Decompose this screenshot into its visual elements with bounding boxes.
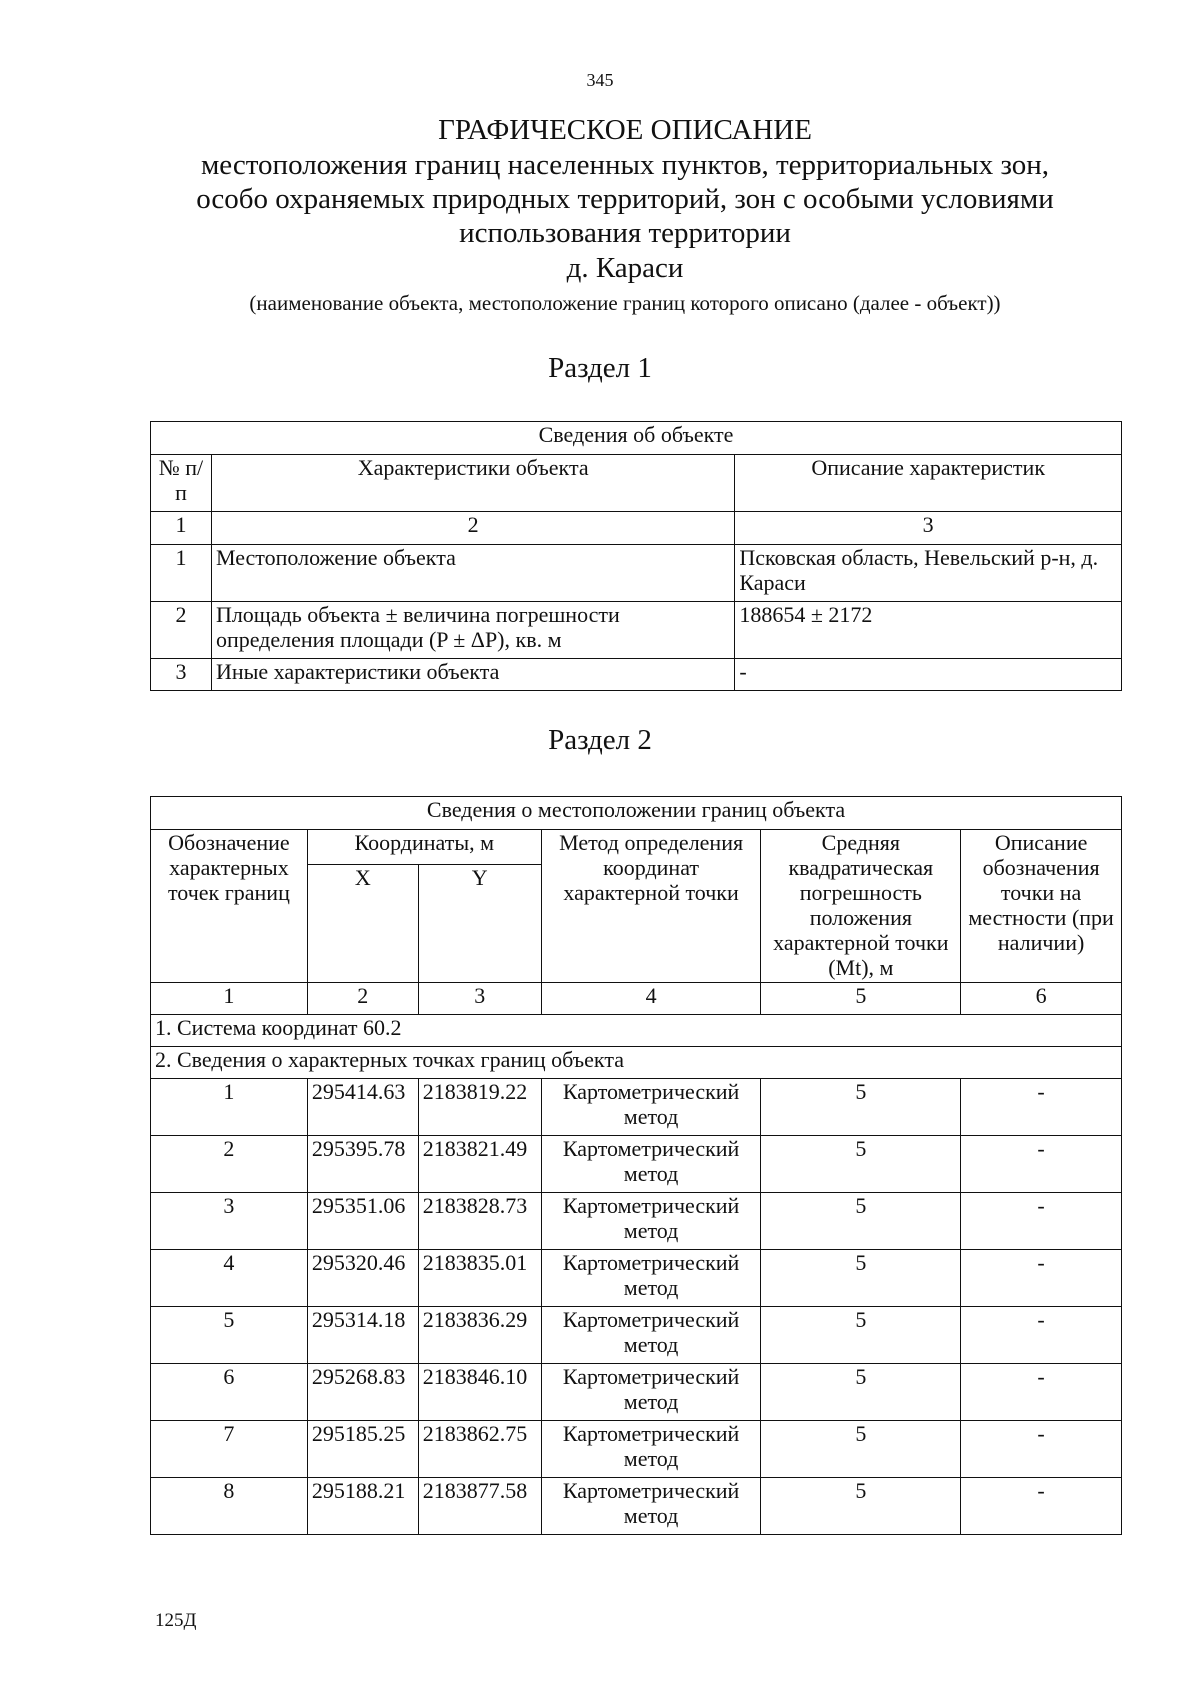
column-number: 2 (307, 983, 418, 1015)
document-subtitle-line: использования территории (459, 217, 791, 249)
method: Картометрический метод (541, 1421, 761, 1478)
point-id: 2 (151, 1136, 308, 1193)
point-id: 5 (151, 1307, 308, 1364)
point-id: 6 (151, 1364, 308, 1421)
point-description: - (961, 1364, 1122, 1421)
point-description: - (961, 1079, 1122, 1136)
point-description: - (961, 1307, 1122, 1364)
point-id: 7 (151, 1421, 308, 1478)
method: Картометрический метод (541, 1193, 761, 1250)
coord-y: 2183819.22 (418, 1079, 541, 1136)
document-title: ГРАФИЧЕСКОЕ ОПИСАНИЕ (438, 114, 812, 146)
point-id: 3 (151, 1193, 308, 1250)
row-description: 188654 ± 2172 (735, 602, 1122, 659)
row-description: Псковская область, Невельский р-н, д. Караси (735, 545, 1122, 602)
object-info-table (150, 421, 1122, 691)
table-row (151, 1307, 1122, 1364)
column-numbers-row (151, 983, 1122, 1015)
column-number: 6 (961, 983, 1122, 1015)
method: Картометрический метод (541, 1307, 761, 1364)
point-description: - (961, 1193, 1122, 1250)
table-row (151, 1478, 1122, 1535)
point-id: 8 (151, 1478, 308, 1535)
header-x: X (307, 865, 418, 983)
method: Картометрический метод (541, 1478, 761, 1535)
header-characteristic: Характеристики объекта (211, 455, 734, 512)
column-number: 2 (211, 512, 734, 545)
boundary-points-table (150, 796, 1122, 1535)
row-characteristic: Иные характеристики объекта (211, 659, 734, 691)
coord-y: 2183877.58 (418, 1478, 541, 1535)
table-row (151, 1421, 1122, 1478)
error: 5 (761, 1079, 961, 1136)
column-numbers-row (151, 512, 1122, 545)
row-description: - (735, 659, 1122, 691)
coord-x: 295320.46 (307, 1250, 418, 1307)
table-title-row (151, 797, 1122, 830)
point-description: - (961, 1250, 1122, 1307)
column-number: 5 (761, 983, 961, 1015)
point-description: - (961, 1478, 1122, 1535)
coord-y: 2183828.73 (418, 1193, 541, 1250)
coord-y: 2183836.29 (418, 1307, 541, 1364)
table-title: Сведения о местоположении границ объекта (151, 797, 1122, 830)
row-characteristic: Площадь объекта ± величина погрешности определения площади (P ± ΔP), кв. м (211, 602, 734, 659)
document-header (150, 112, 1100, 318)
table-row (151, 545, 1122, 602)
table-row (151, 1079, 1122, 1136)
header-description: Описание характеристик (735, 455, 1122, 512)
table-row (151, 1364, 1122, 1421)
point-id: 1 (151, 1079, 308, 1136)
coord-y: 2183846.10 (418, 1364, 541, 1421)
header-method: Метод определения координат характерной точки (541, 830, 761, 983)
coordinate-system-row (151, 1015, 1122, 1047)
document-subtitle-line: местоположения границ населенных пунктов, территориальных зон, (200, 149, 1050, 181)
error: 5 (761, 1364, 961, 1421)
table-header-row (151, 830, 1122, 865)
point-description: - (961, 1136, 1122, 1193)
table-row (151, 602, 1122, 659)
method: Картометрический метод (541, 1250, 761, 1307)
object-caption: (наименование объекта, местоположение границ которого описано (далее - объект)) (249, 291, 1001, 315)
error: 5 (761, 1478, 961, 1535)
point-description: - (961, 1421, 1122, 1478)
table-row (151, 1136, 1122, 1193)
header-y: Y (418, 865, 541, 983)
document-subtitle-line: особо охраняемых природных территорий, зон с особыми условиями (196, 183, 1054, 215)
points-title: 2. Сведения о характерных точках границ объекта (151, 1047, 1122, 1079)
coord-x: 295414.63 (307, 1079, 418, 1136)
column-number: 1 (151, 512, 212, 545)
section2-heading: Раздел 2 (548, 724, 652, 756)
object-name: д. Караси (566, 252, 684, 284)
row-number: 2 (151, 602, 212, 659)
coord-x: 295314.18 (307, 1307, 418, 1364)
error: 5 (761, 1307, 961, 1364)
method: Картометрический метод (541, 1136, 761, 1193)
table-header-row (151, 455, 1122, 512)
method: Картометрический метод (541, 1079, 761, 1136)
header-coordinates: Координаты, м (307, 830, 541, 865)
column-number: 3 (418, 983, 541, 1015)
table-row (151, 1193, 1122, 1250)
coordinate-system: 1. Система координат 60.2 (151, 1015, 1122, 1047)
header-point: Обозначение характерных точек границ (151, 830, 308, 983)
error: 5 (761, 1421, 961, 1478)
page-number: 345 (586, 70, 614, 90)
point-id: 4 (151, 1250, 308, 1307)
coord-x: 295351.06 (307, 1193, 418, 1250)
method: Картометрический метод (541, 1364, 761, 1421)
error: 5 (761, 1136, 961, 1193)
header-error: Средняя квадратическая погрешность положения характерной точки (Mt), м (761, 830, 961, 983)
table-title: Сведения об объекте (151, 422, 1122, 455)
table-row (151, 659, 1122, 691)
error: 5 (761, 1193, 961, 1250)
coord-x: 295185.25 (307, 1421, 418, 1478)
points-title-row (151, 1047, 1122, 1079)
coord-x: 295188.21 (307, 1478, 418, 1535)
coord-y: 2183821.49 (418, 1136, 541, 1193)
table-row (151, 1250, 1122, 1307)
header-point-description: Описание обозначения точки на местности (при наличии) (961, 830, 1122, 983)
row-number: 1 (151, 545, 212, 602)
coord-y: 2183862.75 (418, 1421, 541, 1478)
column-number: 3 (735, 512, 1122, 545)
coord-x: 295395.78 (307, 1136, 418, 1193)
coord-y: 2183835.01 (418, 1250, 541, 1307)
table-title-row (151, 422, 1122, 455)
footer-code: 125Д (155, 1610, 197, 1631)
row-number: 3 (151, 659, 212, 691)
row-characteristic: Местоположение объекта (211, 545, 734, 602)
header-number: № п/п (151, 455, 212, 512)
column-number: 4 (541, 983, 761, 1015)
section1-heading: Раздел 1 (548, 352, 652, 384)
error: 5 (761, 1250, 961, 1307)
column-number: 1 (151, 983, 308, 1015)
coord-x: 295268.83 (307, 1364, 418, 1421)
